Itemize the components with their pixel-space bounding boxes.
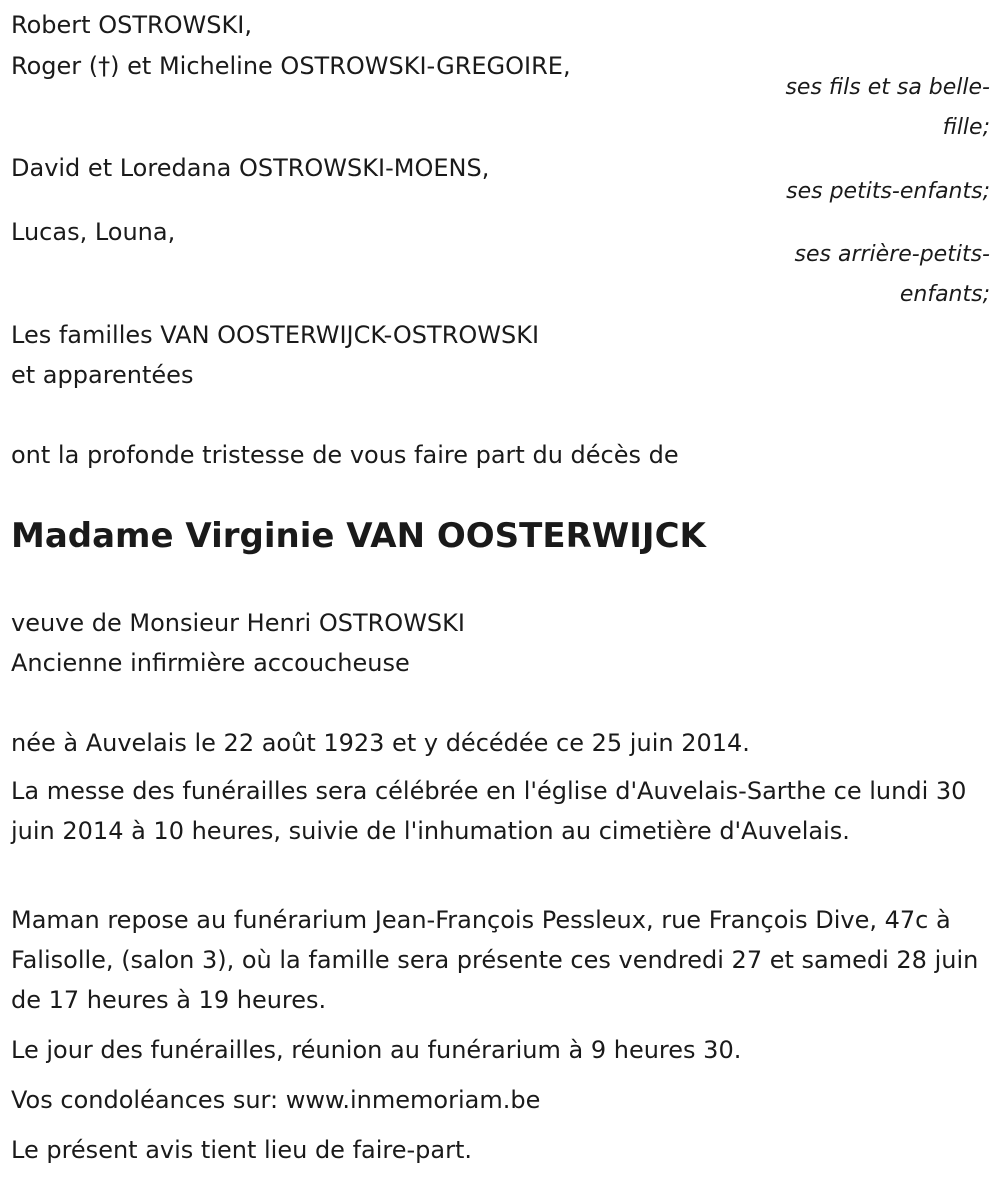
family-line-van-oosterwijck: Les familles VAN OOSTERWIJCK-OSTROWSKI (11, 321, 540, 349)
relation-grandchildren-label: ses petits-enfants; (786, 179, 990, 204)
relation-sons-label: ses fils et sa belle- (785, 75, 990, 100)
funeral-mass-text: La messe des funérailles sera célébrée en l'église d'Auvelais-Sarthe ce lundi 30 juin 2014 à 10 heures, suivie de l'inhumation au cimetière d'Auvelais. (11, 777, 967, 845)
family-line-apparentees: et apparentées (11, 361, 194, 389)
family-line-lucas-louna: Lucas, Louna, (11, 218, 176, 246)
condolences-text: Vos condoléances sur: www.inmemoriam.be (11, 1086, 541, 1114)
deceased-name: Madame Virginie VAN OOSTERWIJCK (11, 516, 706, 556)
relation-great-grandchildren-label-cont: enfants; (899, 282, 990, 307)
family-line-robert: Robert OSTROWSKI, (11, 11, 252, 39)
family-line-david-loredana: David et Loredana OSTROWSKI-MOENS, (11, 154, 490, 182)
notice-text: Le présent avis tient lieu de faire-part. (11, 1136, 473, 1164)
birth-death-text: née à Auvelais le 22 août 1923 et y décédée ce 25 juin 2014. (11, 729, 750, 757)
profession-text: Ancienne infirmière accoucheuse (11, 649, 410, 677)
relation-sons-label-cont: fille; (942, 115, 990, 140)
meeting-text: Le jour des funérailles, réunion au funérarium à 9 heures 30. (11, 1036, 742, 1064)
relation-great-grandchildren-label: ses arrière-petits- (794, 242, 990, 267)
family-line-roger-micheline: Roger (†) et Micheline OSTROWSKI-GREGOIRE, (11, 52, 571, 80)
funerarium-rest-text: Maman repose au funérarium Jean-François Pessleux, rue François Dive, 47c à Falisolle, (salon 3), où la famille sera présente ces vendredi 27 et samedi 28 juin de 17 heures à 19 heures. (11, 906, 979, 1014)
widow-of-text: veuve de Monsieur Henri OSTROWSKI (11, 609, 465, 637)
announcement-text: ont la profonde tristesse de vous faire part du décès de (11, 441, 679, 469)
